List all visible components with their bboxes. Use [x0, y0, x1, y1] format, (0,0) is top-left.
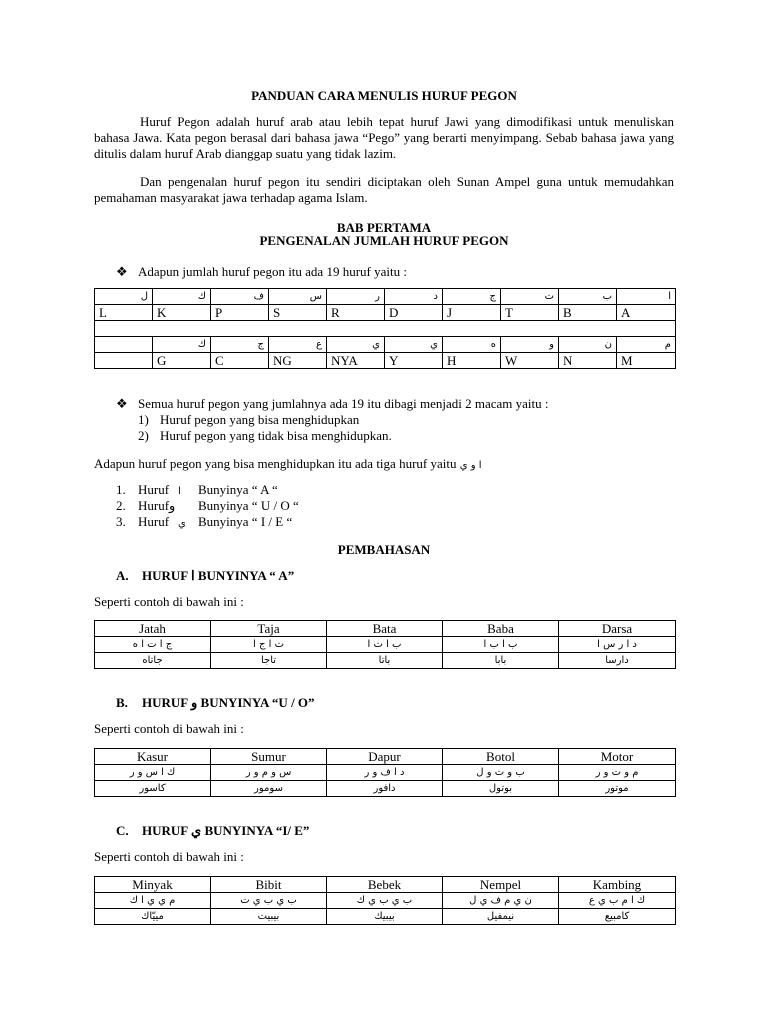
table-cell: د: [385, 289, 443, 305]
table-row: [95, 909, 676, 925]
bullet-icon: ❖: [116, 264, 128, 279]
table-cell: ي: [385, 337, 443, 353]
vowels-intro-text: Adapun huruf pegon yang bisa menghidupkan itu ada tiga huruf yaitu: [94, 456, 457, 471]
table-cell: سومور: [211, 781, 327, 797]
table-cell: L: [95, 305, 153, 321]
table-cell: ه: [443, 337, 501, 353]
vowel-list-item: [116, 498, 516, 514]
table-cell: ن: [559, 337, 617, 353]
table-cell: M: [617, 353, 676, 369]
intro-paragraph-2: Dan pengenalan huruf pegon itu sendiri diciptakan oleh Sunan Ampel guna untuk memudahkan pemahaman masyarakat jawa terhadap agama Islam.: [94, 174, 674, 205]
table-cell: J: [443, 305, 501, 321]
alphabet-table: [94, 288, 676, 369]
section-c-table: [94, 876, 676, 925]
bullet-icon: ❖: [116, 396, 128, 411]
table-cell: Baba: [443, 621, 559, 637]
table-cell: بابا: [443, 653, 559, 669]
bunyi-text: Bunyinya “ U / O “: [198, 498, 299, 513]
table-cell: م ي ي ا ك: [95, 893, 211, 909]
table-cell: ع: [269, 337, 327, 353]
table-cell: باتا: [327, 653, 443, 669]
alphabet-row-arabic-2: [95, 337, 676, 353]
table-cell: بيبيك: [327, 909, 443, 925]
table-cell: K: [153, 305, 211, 321]
table-cell: Sumur: [211, 749, 327, 765]
bunyi-text: Bunyinya “ A “: [198, 482, 278, 497]
list-number: 3.: [116, 514, 126, 529]
table-cell: ج: [443, 289, 501, 305]
table-cell: م: [617, 337, 676, 353]
table-cell: Bibit: [211, 877, 327, 893]
table-row: [95, 653, 676, 669]
table-cell: بيبيت: [211, 909, 327, 925]
table-row: [95, 621, 676, 637]
table-cell: ي: [327, 337, 385, 353]
table-cell: س: [269, 289, 327, 305]
table-cell: Bata: [327, 621, 443, 637]
table-cell: Nempel: [443, 877, 559, 893]
section-b-table: [94, 748, 676, 797]
alphabet-row-arabic-1: [95, 289, 676, 305]
table-cell: تاجا: [211, 653, 327, 669]
table-cell: D: [385, 305, 443, 321]
table-cell: N: [559, 353, 617, 369]
section-a-heading: [116, 568, 676, 584]
table-cell: Darsa: [559, 621, 676, 637]
table-cell: ر: [327, 289, 385, 305]
table-cell: ب و ت و ل: [443, 765, 559, 781]
table-cell: NG: [269, 353, 327, 369]
list-item: [138, 428, 658, 444]
list-number: 1): [138, 412, 149, 427]
document-title: PANDUAN CARA MENULIS HURUF PEGON: [251, 88, 517, 103]
table-cell: د ا ر س ا: [559, 637, 676, 653]
table-cell: H: [443, 353, 501, 369]
bullet-alphabet-count: [116, 264, 676, 280]
table-cell: ب ا ب ا: [443, 637, 559, 653]
chapter-heading-2: PENGENALAN JUMLAH HURUF PEGON: [259, 233, 509, 248]
table-cell: ا: [617, 289, 676, 305]
table-cell: ب ي ب ي ت: [211, 893, 327, 909]
alphabet-row-latin-2: [95, 353, 676, 369]
table-cell: Bebek: [327, 877, 443, 893]
table-cell: نيمفيل: [443, 909, 559, 925]
table-cell: ت: [501, 289, 559, 305]
chapter-heading-1: BAB PERTAMA: [336, 220, 432, 235]
list-number: 1.: [116, 482, 126, 497]
table-cell: Kambing: [559, 877, 676, 893]
table-cell: Taja: [211, 621, 327, 637]
table-cell: Botol: [443, 749, 559, 765]
section-title: HURUF ا BUNYINYA “ A”: [142, 568, 295, 583]
bullet-text: Semua huruf pegon yang jumlahnya ada 19 itu dibagi menjadi 2 macam yaitu :: [138, 396, 549, 411]
vowels-intro: [94, 456, 674, 474]
list-item: [138, 412, 658, 428]
table-cell: ب ي ب ي ك: [327, 893, 443, 909]
table-cell: [95, 353, 153, 369]
table-cell: Jatah: [95, 621, 211, 637]
table-cell: جاتاه: [95, 653, 211, 669]
table-cell: ل: [95, 289, 153, 305]
table-cell: ف: [211, 289, 269, 305]
huruf-letter: ي: [178, 518, 186, 529]
table-cell: Motor: [559, 749, 676, 765]
huruf-label: Hurufو: [138, 498, 176, 513]
table-cell: Dapur: [327, 749, 443, 765]
section-title: HURUF و BUNYINYA “U / O”: [142, 695, 315, 710]
table-cell: ن ي م ف ي ل: [443, 893, 559, 909]
section-c-heading: [116, 823, 676, 839]
table-cell: و: [501, 337, 559, 353]
table-cell: م و ت و ر: [559, 765, 676, 781]
table-cell: ج ا ت ا ه: [95, 637, 211, 653]
vowel-list-item: [116, 514, 516, 532]
table-cell: س و م و ر: [211, 765, 327, 781]
table-cell: ك ا م ب ي ع: [559, 893, 676, 909]
table-cell: R: [327, 305, 385, 321]
bullet-division: [116, 396, 676, 412]
table-cell: Kasur: [95, 749, 211, 765]
bunyi-text: Bunyinya “ I / E “: [198, 514, 293, 529]
table-cell: موتور: [559, 781, 676, 797]
table-cell: د ا ف و ر: [327, 765, 443, 781]
section-title: HURUF ي BUNYINYA “I/ E”: [142, 823, 310, 838]
table-cell: ج: [211, 337, 269, 353]
table-cell: Y: [385, 353, 443, 369]
table-row: [95, 637, 676, 653]
table-cell: B: [559, 305, 617, 321]
section-number: A.: [116, 568, 129, 583]
table-cell: ك: [153, 337, 211, 353]
table-row: [95, 749, 676, 765]
alphabet-row-latin-1: [95, 305, 676, 321]
table-row: [95, 765, 676, 781]
table-cell: ت ا ج ا: [211, 637, 327, 653]
table-cell: مييّاك: [95, 909, 211, 925]
table-row: [95, 781, 676, 797]
table-cell: كامبيع: [559, 909, 676, 925]
table-cell: دارسا: [559, 653, 676, 669]
table-cell: [95, 321, 676, 337]
section-b-heading: [116, 695, 676, 711]
section-c-example-label: Seperti contoh di bawah ini :: [94, 849, 244, 864]
section-number: C.: [116, 823, 129, 838]
table-cell: كاسور: [95, 781, 211, 797]
table-row: [95, 893, 676, 909]
table-cell: C: [211, 353, 269, 369]
table-cell: [95, 337, 153, 353]
vowels-intro-letters: ا و ي: [459, 460, 482, 471]
table-cell: W: [501, 353, 559, 369]
table-row: [95, 877, 676, 893]
table-cell: G: [153, 353, 211, 369]
table-cell: S: [269, 305, 327, 321]
table-cell: ب ا ت ا: [327, 637, 443, 653]
section-heading-pembahasan: PEMBAHASAN: [337, 542, 431, 557]
bullet-text: Adapun jumlah huruf pegon itu ada 19 huruf yaitu :: [138, 264, 407, 279]
table-cell: P: [211, 305, 269, 321]
table-cell: دافور: [327, 781, 443, 797]
huruf-label: Huruf: [138, 482, 170, 497]
list-number: 2.: [116, 498, 126, 513]
huruf-label: Huruf: [138, 514, 170, 529]
alphabet-row-spacer: [95, 321, 676, 337]
table-cell: Minyak: [95, 877, 211, 893]
intro-paragraph-1: Huruf Pegon adalah huruf arab atau lebih tepat huruf Jawi yang dimodifikasi untuk menuliskan bahasa Jawa. Kata pegon berasal dari bahasa jawa “Pego” yang berarti menyimpang. Sebab bahasa jawa yang ditulis dalam huruf Arab dianggap suatu yang tidak lazim.: [94, 114, 674, 161]
table-cell: T: [501, 305, 559, 321]
section-a-table: [94, 620, 676, 669]
table-cell: A: [617, 305, 676, 321]
list-text: Huruf pegon yang tidak bisa menghidupkan.: [160, 428, 392, 443]
table-cell: NYA: [327, 353, 385, 369]
section-number: B.: [116, 695, 128, 710]
list-text: Huruf pegon yang bisa menghidupkan: [160, 412, 360, 427]
huruf-letter: ا: [178, 486, 181, 497]
section-b-example-label: Seperti contoh di bawah ini :: [94, 721, 244, 736]
list-number: 2): [138, 428, 149, 443]
table-cell: ك: [153, 289, 211, 305]
section-a-example-label: Seperti contoh di bawah ini :: [94, 594, 244, 609]
table-cell: ب: [559, 289, 617, 305]
table-cell: بوتول: [443, 781, 559, 797]
table-cell: ك ا س و ر: [95, 765, 211, 781]
